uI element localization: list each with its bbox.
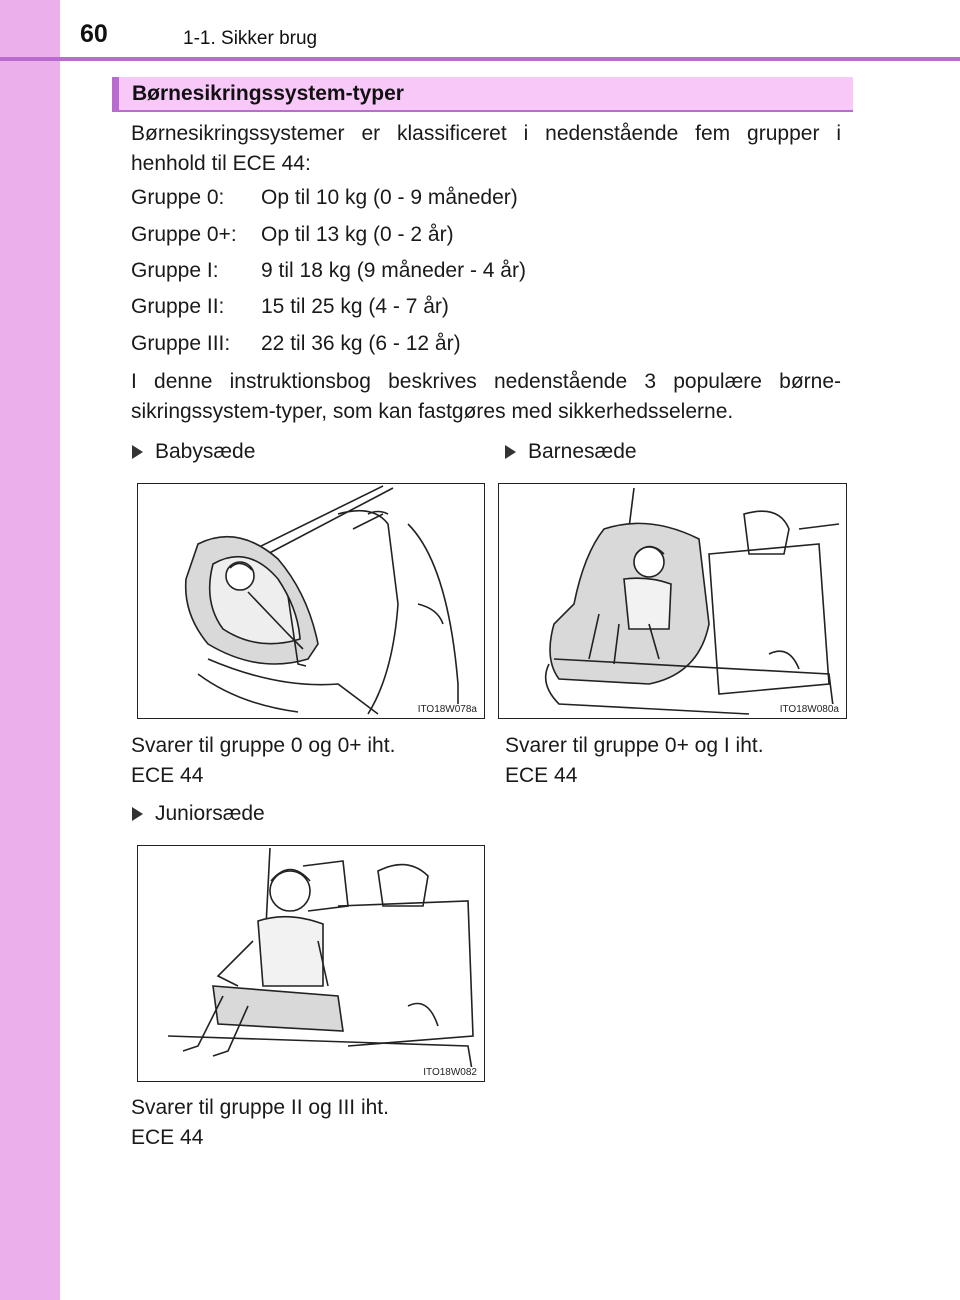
caption-babyseat — [131, 731, 461, 791]
bullet-label: Juniorsæde — [155, 802, 265, 825]
page-number: 60 — [80, 20, 108, 48]
caption-line: Svarer til gruppe 0+ og I iht. — [505, 734, 764, 757]
group-desc: 15 til 25 kg (4 - 7 år) — [261, 295, 449, 318]
header-rule — [0, 57, 960, 61]
figure-code: ITO18W078a — [417, 704, 477, 715]
caption-juniorseat — [131, 1093, 461, 1153]
figure-juniorseat — [137, 845, 485, 1082]
group-name: Gruppe II: — [131, 295, 225, 318]
side-band — [0, 0, 60, 1300]
section-header — [112, 77, 853, 112]
caption-line: ECE 44 — [505, 764, 578, 787]
triangle-bullet-icon — [505, 445, 516, 459]
group-desc: 9 til 18 kg (9 måneder - 4 år) — [261, 259, 526, 282]
group-desc: Op til 10 kg (0 - 9 måneder) — [261, 186, 518, 209]
figure-code: ITO18W080a — [779, 704, 839, 715]
caption-line: Svarer til gruppe II og III iht. — [131, 1096, 389, 1119]
figure-babyseat — [137, 483, 485, 719]
group-name: Gruppe 0+: — [131, 223, 237, 246]
childseat-illustration — [499, 484, 845, 717]
bullet-label: Barnesæde — [528, 440, 637, 463]
caption-line: Svarer til gruppe 0 og 0+ iht. — [131, 734, 396, 757]
description-paragraph: I denne instruktionsbog beskrives nedenstående 3 populære børne-sikringssystem-typer, som kan fastgøres med sikkerhedsselerne. — [131, 370, 841, 423]
section-title: Børnesikringssystem-typer — [132, 82, 404, 105]
intro-paragraph: Børnesikringssystemer er klassificeret i nedenstående fem grupper i henhold til ECE 44: — [131, 122, 841, 175]
figure-code: ITO18W082 — [423, 1067, 477, 1078]
caption-line: ECE 44 — [131, 1126, 204, 1149]
caption-line: ECE 44 — [131, 764, 204, 787]
chapter-label: 1-1. Sikker brug — [183, 28, 318, 49]
juniorseat-illustration — [138, 846, 483, 1080]
triangle-bullet-icon — [132, 445, 143, 459]
group-desc: Op til 13 kg (0 - 2 år) — [261, 223, 454, 246]
triangle-bullet-icon — [132, 807, 143, 821]
group-name: Gruppe I: — [131, 259, 219, 282]
bullet-juniorseat — [132, 802, 265, 826]
group-name: Gruppe 0: — [131, 186, 225, 209]
babyseat-illustration — [138, 484, 483, 717]
bullet-babyseat — [132, 440, 255, 464]
bullet-childseat — [505, 440, 637, 464]
bullet-label: Babysæde — [155, 440, 256, 463]
figure-childseat — [498, 483, 847, 719]
caption-childseat — [505, 731, 835, 791]
group-name: Gruppe III: — [131, 332, 231, 355]
group-desc: 22 til 36 kg (6 - 12 år) — [261, 332, 461, 355]
